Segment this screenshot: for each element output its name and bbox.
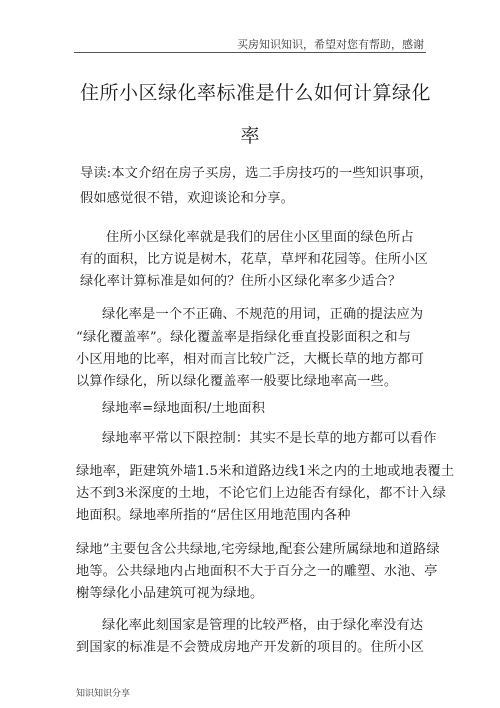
document-title-continued: 率 — [240, 125, 260, 147]
body-line: 达不到3米深度的土地，不论它们上边能否有绿化，都不计入绿 — [76, 486, 447, 501]
body-line: 小区用地的比率，相对而言比较广泛，大概长草的地方都可 — [76, 352, 425, 367]
body-line: 绿地”主要包含公共绿地,宅旁绿地,配套公建所属绿地和道路绿 — [76, 542, 440, 557]
page-header-text: 买房知识知识，希望对您有帮助，感谢 — [237, 38, 424, 51]
body-line: 绿化率计算标准是如何的？住所小区绿化率多少适合？ — [80, 274, 402, 289]
body-line: 绿地率，距建筑外墙1.5米和道路边线1米之内的土地或地表覆土 — [76, 464, 455, 479]
page-footer-text: 知识知识分享 — [76, 689, 131, 699]
body-line: 以算作绿化，所以绿化覆盖率一般要比绿地率高一些。 — [76, 374, 398, 389]
body-line: 地等。公共绿地内占地面积不大于百分之一的雕塑、水池、亭 — [76, 564, 438, 579]
body-line: 导读:本文介绍在房子买房，选二手房技巧的一些知识事项， — [80, 166, 433, 181]
body-line: 有的面积，比方说是树木，花草，草坪和花园等。住所小区 — [80, 252, 429, 267]
body-line: 绿化率是一个不正确、不规范的用词，正确的提法应为 — [102, 307, 424, 322]
body-line: 假如感觉很不错，欢迎谈论和分享。 — [80, 191, 295, 206]
body-line: 绿化率此刻国家是管理的比较严格，由于绿化率没有达 — [102, 618, 424, 633]
body-line: 到国家的标准是不会赞成房地产开发新的项目的。住所小区 — [76, 640, 425, 655]
header-divider — [74, 52, 426, 53]
body-line: “绿化覆盖率”。绿化覆盖率是指绿化垂直投影面积之和与 — [76, 330, 412, 345]
body-line: 绿地率=绿地面积/土地面积 — [102, 401, 266, 416]
body-line: 榭等绿化小品建筑可视为绿地。 — [76, 586, 264, 601]
document-title: 住所小区绿化率标准是什么如何计算绿化 — [80, 82, 432, 104]
body-line: 绿地率平常以下限控制：其实不是长草的地方都可以看作 — [102, 431, 437, 446]
body-line: 住所小区绿化率就是我们的居住小区里面的绿色所占 — [106, 230, 414, 245]
body-line: 地面积。绿地率所指的“居住区用地范围内各种 — [76, 508, 351, 523]
